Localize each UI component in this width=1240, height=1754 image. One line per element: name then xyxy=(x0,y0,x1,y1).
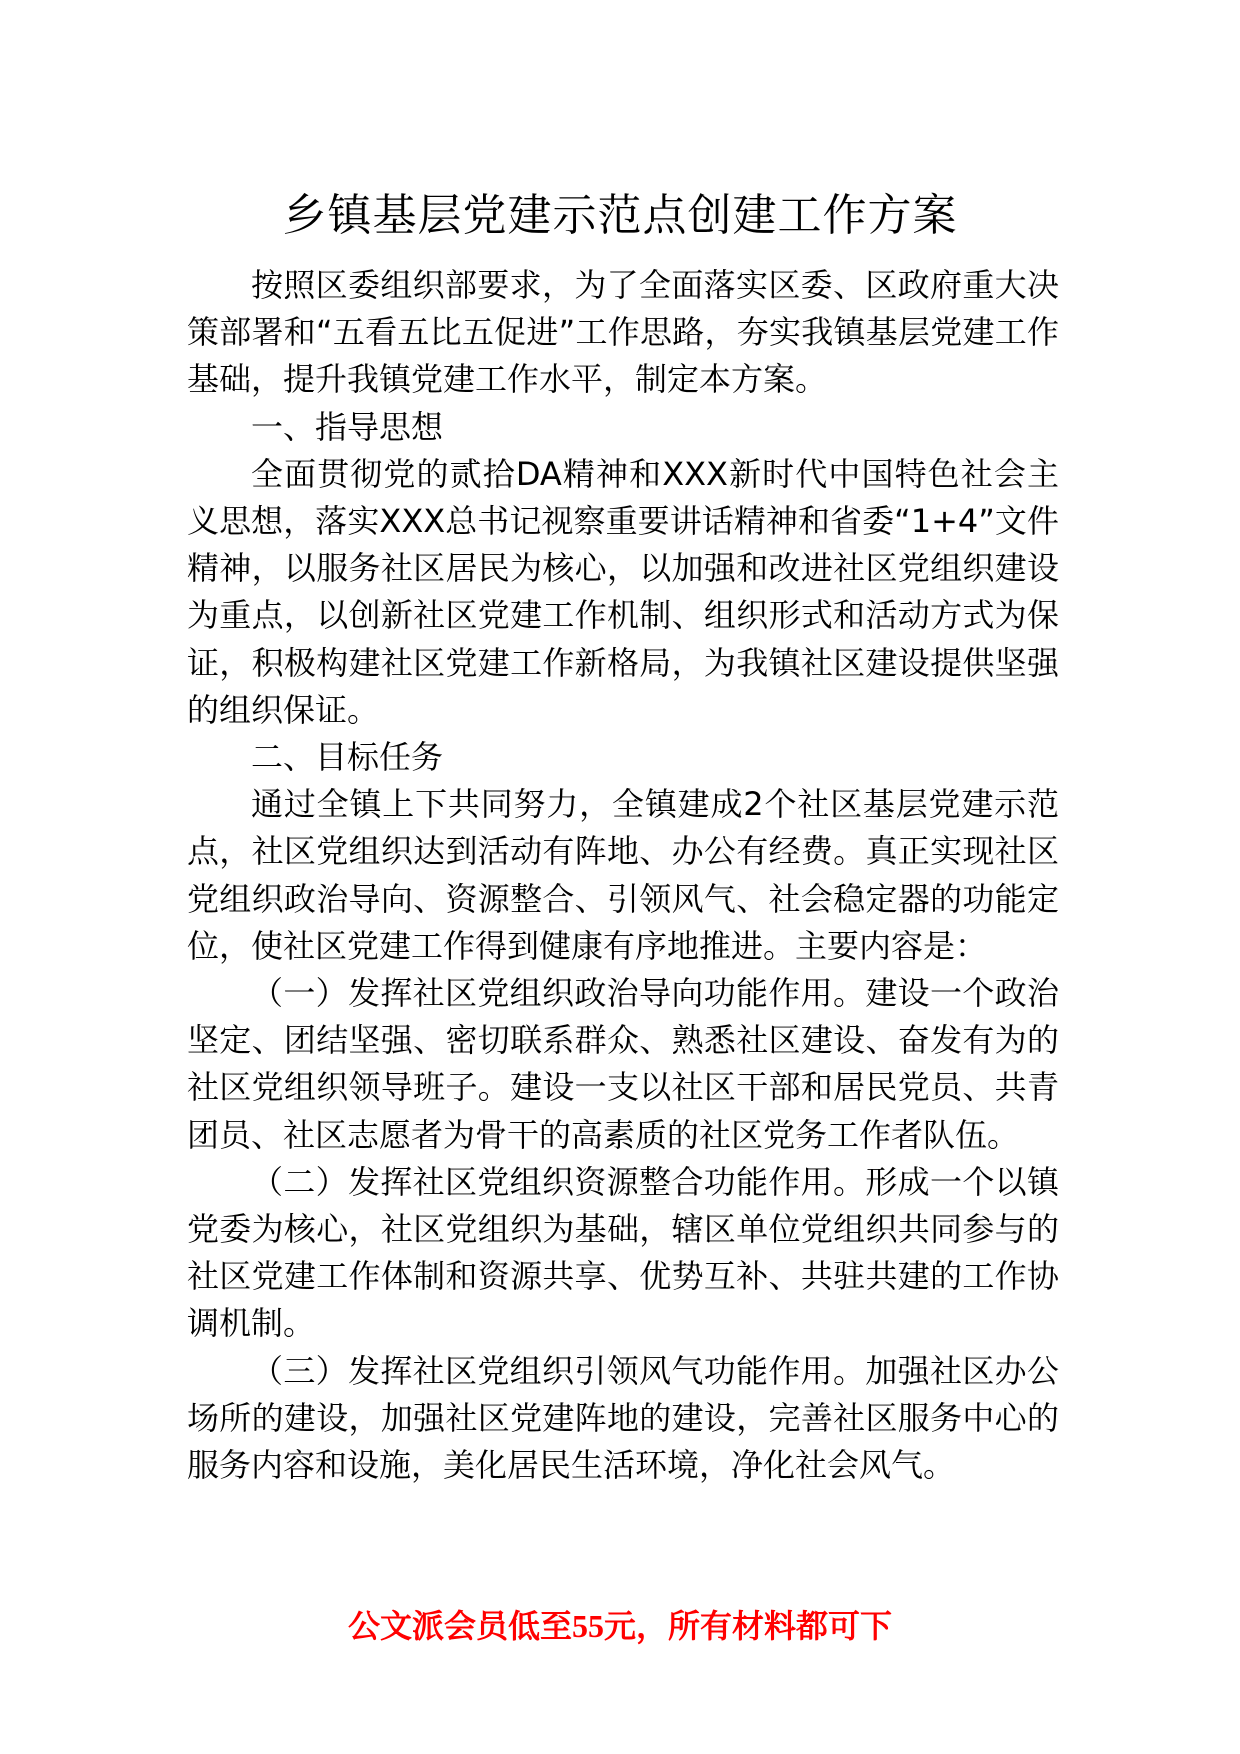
list-item-resource-integration: （二）发挥社区党组织资源整合功能作用。形成一个以镇党委为核心，社区党组织为基础，辖区单位党组织共同参与的社区党建工作体制和资源共享、优势互补、共驻共建的工作协调机制。 xyxy=(187,1162,1059,1343)
section-heading-guiding-ideology: 一、指导思想 xyxy=(251,407,444,446)
document-body xyxy=(187,262,1059,1489)
document-title: 乡镇基层党建示范点创建工作方案 xyxy=(282,190,958,241)
list-item-leading-ethos: （三）发挥社区党组织引领风气功能作用。加强社区办公场所的建设，加强社区党建阵地的建设，完善社区服务中心的服务内容和设施，美化居民生活环境，净化社会风气。 xyxy=(187,1351,1059,1485)
guiding-ideology-paragraph: 全面贯彻党的贰拾DA精神和XXX新时代中国特色社会主义思想，落实XXX总书记视察重要讲话精神和省委“1+4”文件精神，以服务社区居民为核心，以加强和改进社区党组织建设为重点，以创新社区党建工作机制、组织形式和活动方式为保证，积极构建社区党建工作新格局，为我镇社区建设提供坚强的组织保证。 xyxy=(187,454,1059,729)
list-item-political-guidance: （一）发挥社区党组织政治导向功能作用。建设一个政治坚定、团结坚强、密切联系群众、熟悉社区建设、奋发有为的社区党组织领导班子。建设一支以社区干部和居民党员、共青团员、社区志愿者为骨干的高素质的社区党务工作者队伍。 xyxy=(187,974,1059,1154)
promo-footer: 公文派会员低至55元，所有材料都可下 xyxy=(347,1608,892,1644)
section-heading-goals-tasks: 二、目标任务 xyxy=(251,738,444,777)
intro-paragraph: 按照区委组织部要求，为了全面落实区委、区政府重大决策部署和“五看五比五促进”工作思路，夯实我镇基层党建工作基础，提升我镇党建工作水平，制定本方案。 xyxy=(187,266,1059,399)
goals-tasks-paragraph: 通过全镇上下共同努力，全镇建成2个社区基层党建示范点，社区党组织达到活动有阵地、办公有经费。真正实现社区党组织政治导向、资源整合、引领风气、社会稳定器的功能定位，使社区党建工作得到健康有序地推进。主要内容是： xyxy=(187,785,1059,965)
